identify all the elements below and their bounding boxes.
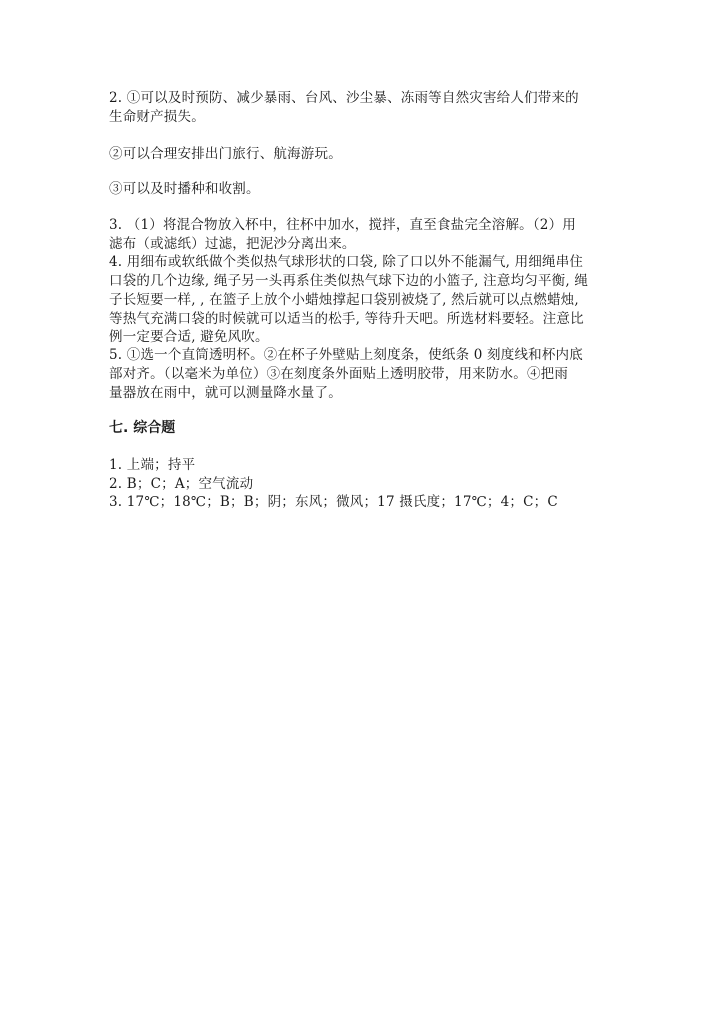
answer-7-2: 2. B；C；A；空气流动 [109, 476, 254, 492]
answer-4-line-3: 子长短要一样, , 在篮子上放个小蜡烛撑起口袋别被烧了, 然后就可以点燃蜡烛, [109, 292, 579, 308]
answer-5-line-2: 部对齐。（以毫米为单位）③在刻度条外面贴上透明胶带，用来防水。④把雨 [109, 366, 569, 382]
section-heading-7: 七. 综合题 [109, 420, 176, 436]
answer-2-point-3: ③可以及时播种和收割。 [109, 181, 260, 197]
answer-2-point-2: ②可以合理安排出门旅行、航海游玩。 [109, 146, 342, 162]
answer-2-line-1: 2. ①可以及时预防、减少暴雨、台风、沙尘暴、冻雨等自然灾害给人们带来的 [109, 90, 579, 106]
answer-4-line-5: 例一定要合适, 避免风吹。 [109, 329, 269, 345]
answer-7-1: 1. 上端；持平 [109, 457, 196, 473]
answer-4-line-4: 等热气充满口袋的时候就可以适当的松手, 等待升天吧。所选材料要轻。注意比 [109, 311, 584, 327]
answer-7-3: 3. 17℃；18℃；B；B；阴；东风；微风；17 摄氏度；17℃；4；C；C [109, 494, 558, 510]
answer-3-line-2: 滤布（或滤纸）过滤，把泥沙分离出来。 [109, 236, 356, 252]
answer-5-line-3: 量器放在雨中，就可以测量降水量了。 [109, 385, 342, 401]
answer-4-line-1: 4. 用细布或软纸做个类似热气球形状的口袋, 除了口以外不能漏气, 用细绳串住 [109, 254, 584, 270]
answer-5-line-1: 5. ①选一个直筒透明杯。②在杯子外壁贴上刻度条，使纸条 0 刻度线和杯内底 [109, 347, 583, 363]
answer-3-line-1: 3. （1）将混合物放入杯中，往杯中加水，搅拌，直至食盐完全溶解。（2）用 [109, 217, 576, 233]
answer-2-line-2: 生命财产损失。 [109, 109, 205, 125]
answer-4-line-2: 口袋的几个边缘, 绳子另一头再系住类似热气球下边的小篮子, 注意均匀平衡, 绳 [109, 273, 589, 289]
